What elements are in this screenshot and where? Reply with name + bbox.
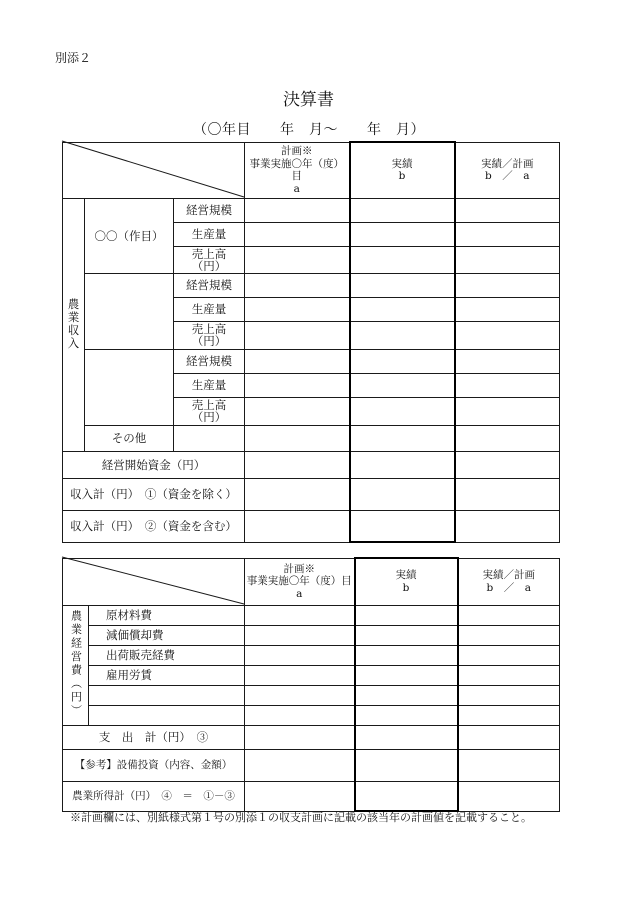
ratio-cell bbox=[455, 510, 560, 542]
table-row bbox=[63, 605, 560, 625]
expense-total-label: 支 出 計（円） ③ bbox=[63, 725, 245, 749]
table-row bbox=[63, 273, 560, 297]
startup-funds-label: 経営開始資金（円） bbox=[63, 451, 245, 478]
table-row bbox=[63, 478, 560, 510]
table-row bbox=[63, 349, 560, 373]
farm-expense-group bbox=[63, 605, 89, 725]
plan-cell bbox=[245, 425, 350, 451]
income-table bbox=[62, 141, 560, 543]
ratio-cell bbox=[455, 246, 560, 273]
row-label: 経営規模 bbox=[174, 273, 245, 297]
ratio-cell bbox=[455, 297, 560, 321]
row-label bbox=[174, 425, 245, 451]
actual-cell bbox=[350, 451, 455, 478]
table-row bbox=[63, 781, 560, 811]
table-row bbox=[63, 665, 560, 685]
plan-cell bbox=[245, 749, 355, 781]
capex-label: 【参考】設備投資（内容、金額） bbox=[63, 749, 245, 781]
row-label: 原材料費 bbox=[89, 605, 245, 625]
expense-table bbox=[62, 557, 560, 812]
ratio-cell bbox=[458, 749, 560, 781]
actual-cell bbox=[355, 749, 458, 781]
ratio-cell bbox=[455, 349, 560, 373]
row-label: 売上高 （円） bbox=[174, 246, 245, 273]
ratio-cell bbox=[458, 705, 560, 725]
actual-cell bbox=[350, 198, 455, 222]
ratio-cell bbox=[458, 665, 560, 685]
ratio-cell bbox=[455, 425, 560, 451]
ratio-cell bbox=[458, 625, 560, 645]
farm-income-group bbox=[63, 198, 85, 451]
row-label bbox=[89, 705, 245, 725]
table-row bbox=[63, 725, 560, 749]
row-label: 減価償却費 bbox=[89, 625, 245, 645]
ratio-header: 実績／計画 b ／ a bbox=[458, 558, 560, 605]
table-row bbox=[63, 645, 560, 665]
table-row bbox=[63, 625, 560, 645]
plan-cell bbox=[245, 451, 350, 478]
actual-cell bbox=[350, 425, 455, 451]
attachment-label: 別添２ bbox=[55, 51, 92, 65]
period-line: （〇年目 年 月～ 年 月） bbox=[193, 122, 425, 138]
plan-cell bbox=[245, 605, 355, 625]
plan-cell bbox=[245, 478, 350, 510]
income-total-incl-label: 収入計（円） ②（資金を含む） bbox=[63, 510, 245, 542]
actual-cell bbox=[350, 246, 455, 273]
plan-cell bbox=[245, 246, 350, 273]
ratio-cell bbox=[458, 605, 560, 625]
footnote: ※計画欄には、別紙様式第１号の別添１の収支計画に記載の該当年の計画値を記載すること。 bbox=[70, 811, 532, 824]
other-label: その他 bbox=[85, 425, 174, 451]
corner-cell bbox=[63, 558, 245, 605]
ratio-cell bbox=[455, 451, 560, 478]
crop-name: 〇〇（作目） bbox=[85, 198, 174, 273]
ratio-cell bbox=[455, 478, 560, 510]
table-row bbox=[63, 749, 560, 781]
actual-cell bbox=[350, 222, 455, 246]
plan-cell bbox=[245, 373, 350, 397]
plan-cell bbox=[245, 781, 355, 811]
ratio-cell bbox=[458, 685, 560, 705]
actual-cell bbox=[350, 321, 455, 349]
ratio-cell bbox=[455, 397, 560, 425]
table-row bbox=[63, 451, 560, 478]
ratio-cell bbox=[455, 321, 560, 349]
row-label: 経営規模 bbox=[174, 198, 245, 222]
ratio-cell bbox=[458, 725, 560, 749]
plan-cell bbox=[245, 397, 350, 425]
plan-cell bbox=[245, 321, 350, 349]
farm-income-total-label: 農業所得計（円） ④ ＝ ①－③ bbox=[63, 781, 245, 811]
row-label: 雇用労賃 bbox=[89, 665, 245, 685]
plan-cell bbox=[245, 645, 355, 665]
corner-cell bbox=[63, 142, 245, 198]
crop-name bbox=[85, 349, 174, 425]
ratio-cell bbox=[455, 222, 560, 246]
crop-name bbox=[85, 273, 174, 349]
actual-cell bbox=[350, 273, 455, 297]
table-row bbox=[63, 705, 560, 725]
plan-cell bbox=[245, 705, 355, 725]
plan-cell bbox=[245, 273, 350, 297]
actual-cell bbox=[350, 397, 455, 425]
row-label: 売上高 （円） bbox=[174, 397, 245, 425]
table-row bbox=[63, 685, 560, 705]
actual-cell bbox=[355, 665, 458, 685]
table-row bbox=[63, 198, 560, 222]
ratio-cell bbox=[458, 645, 560, 665]
plan-header: 計画※ 事業実施〇年（度） 目 a bbox=[245, 142, 350, 198]
plan-cell bbox=[245, 198, 350, 222]
table-row bbox=[63, 425, 560, 451]
income-total-excl-label: 収入計（円） ①（資金を除く） bbox=[63, 478, 245, 510]
ratio-header: 実績／計画 b ／ a bbox=[455, 142, 560, 198]
ratio-cell bbox=[458, 781, 560, 811]
farm-income-group-label: 農業収入 bbox=[66, 297, 81, 350]
actual-cell bbox=[350, 373, 455, 397]
plan-cell bbox=[245, 297, 350, 321]
actual-cell bbox=[350, 349, 455, 373]
actual-cell bbox=[355, 605, 458, 625]
plan-cell bbox=[245, 222, 350, 246]
plan-cell bbox=[245, 665, 355, 685]
ratio-cell bbox=[455, 198, 560, 222]
row-label: 生産量 bbox=[174, 373, 245, 397]
row-label: 出荷販売経費 bbox=[89, 645, 245, 665]
header-row bbox=[63, 142, 560, 198]
ratio-cell bbox=[455, 373, 560, 397]
plan-cell bbox=[245, 510, 350, 542]
row-label: 売上高 （円） bbox=[174, 321, 245, 349]
actual-cell bbox=[355, 705, 458, 725]
actual-cell bbox=[350, 510, 455, 542]
plan-cell bbox=[245, 685, 355, 705]
row-label: 経営規模 bbox=[174, 349, 245, 373]
plan-cell bbox=[245, 725, 355, 749]
actual-cell bbox=[355, 781, 458, 811]
actual-cell bbox=[350, 478, 455, 510]
actual-cell bbox=[355, 645, 458, 665]
row-label bbox=[89, 685, 245, 705]
row-label: 生産量 bbox=[174, 297, 245, 321]
ratio-cell bbox=[455, 273, 560, 297]
plan-cell bbox=[245, 349, 350, 373]
actual-header: 実績 b bbox=[355, 558, 458, 605]
actual-cell bbox=[355, 725, 458, 749]
actual-cell bbox=[355, 625, 458, 645]
actual-cell bbox=[350, 297, 455, 321]
table-row bbox=[63, 510, 560, 542]
plan-header: 計画※ 事業実施〇年（度）目 a bbox=[245, 558, 355, 605]
header-row bbox=[63, 558, 560, 605]
row-label: 生産量 bbox=[174, 222, 245, 246]
document-title: 決算書 bbox=[283, 90, 334, 110]
actual-header: 実績 b bbox=[350, 142, 455, 198]
plan-cell bbox=[245, 625, 355, 645]
actual-cell bbox=[355, 685, 458, 705]
farm-expense-group-label: 農業経営費（円） bbox=[69, 610, 83, 718]
